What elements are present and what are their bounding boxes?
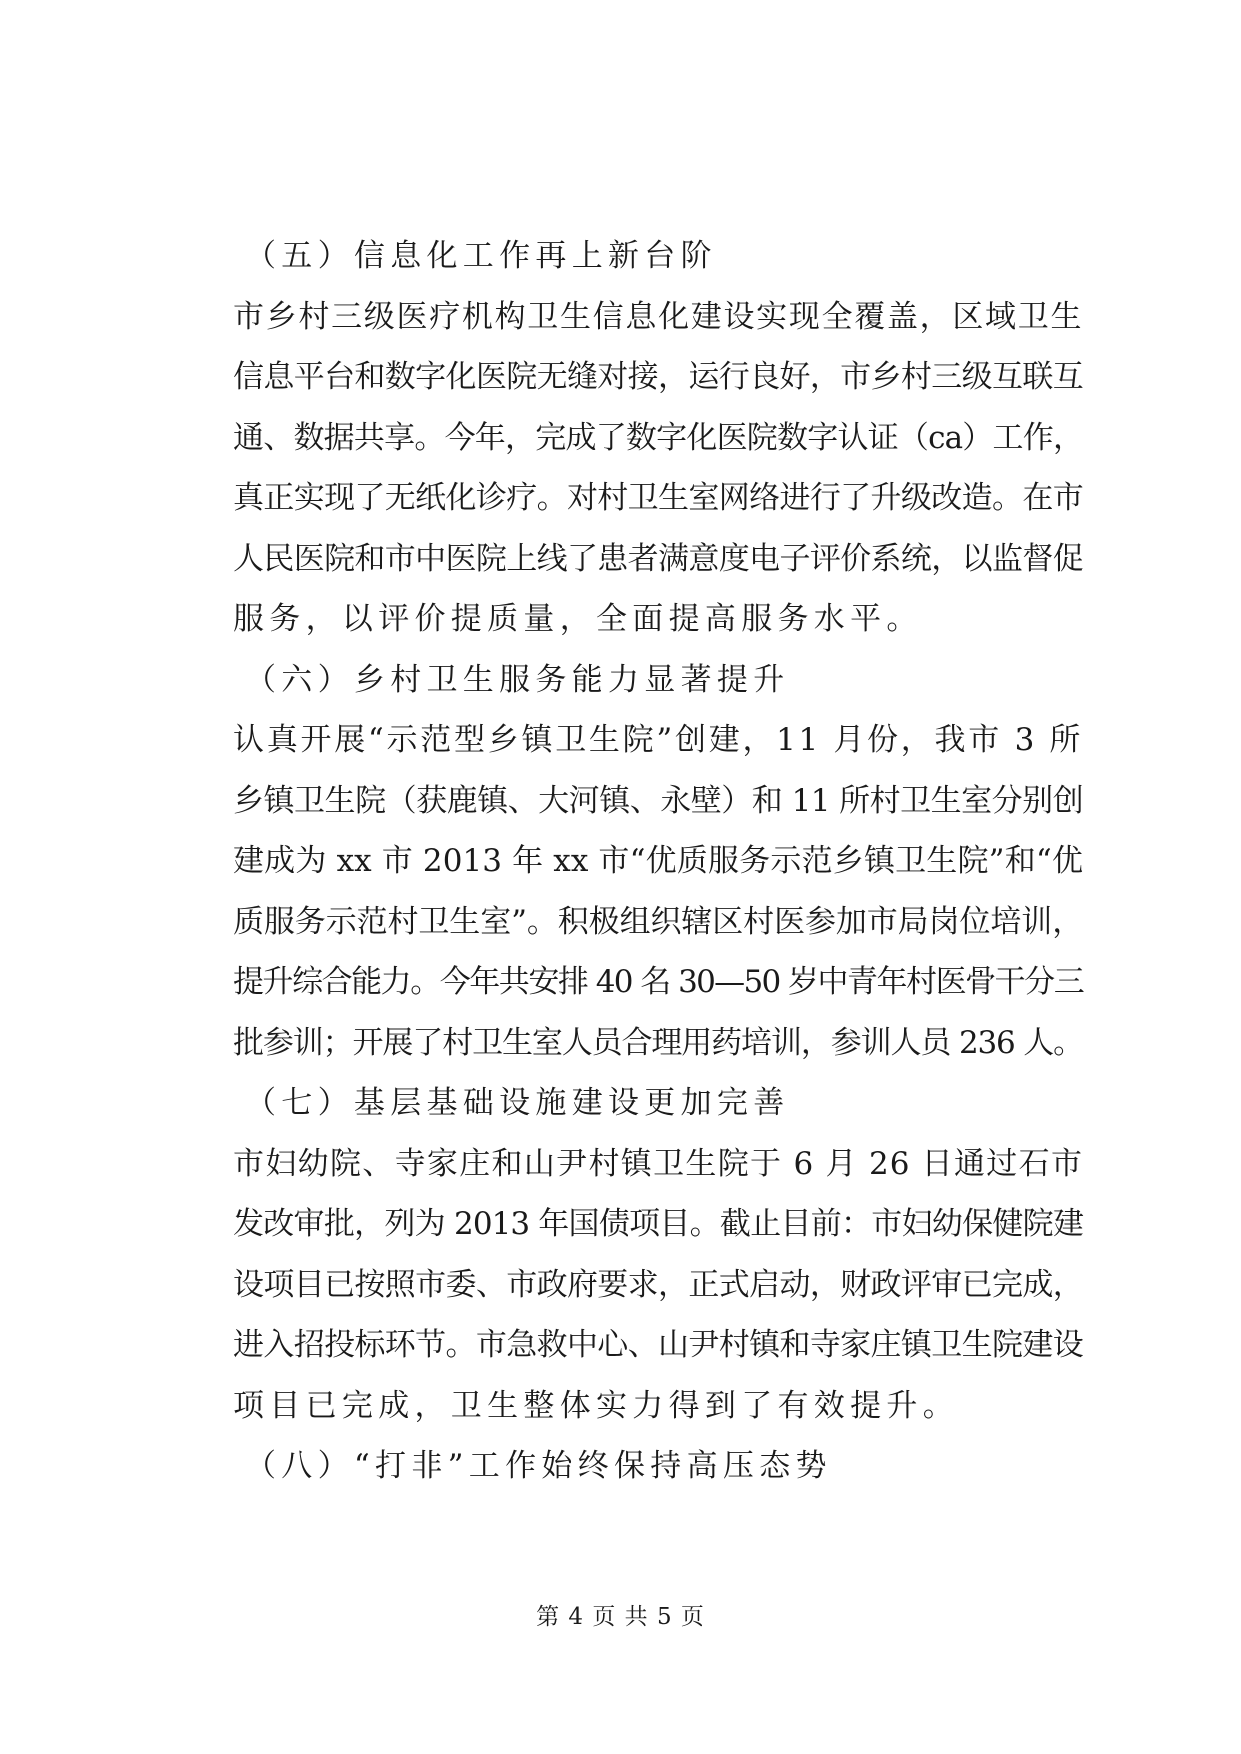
paragraph-line: 人民医院和市中医院上线了患者满意度电子评价系统，以监督促 (233, 540, 1083, 577)
paragraph-line: 信息平台和数字化医院无缝对接，运行良好，市乡村三级互联互 (233, 359, 1083, 395)
paragraph-line: 质服务示范村卫生室”。积极组织辖区村医参加市局岗位培训， (233, 903, 1083, 940)
paragraph-line: 建成为 xx 市 2013 年 xx 市“优质服务示范乡镇卫生院”和“优 (233, 843, 1083, 879)
paragraph-line: 乡镇卫生院（获鹿镇、大河镇、永壁）和 11 所村卫生室分别创 (233, 782, 1083, 819)
paragraph-line: 认真开展“示范型乡镇卫生院”创建，11 月份，我市 3 所 (233, 722, 1083, 758)
paragraph-line: 进入招投标环节。市急救中心、山尹村镇和寺家庄镇卫生院建设 (233, 1327, 1083, 1363)
section-heading-8: （八）“打非”工作始终保持高压态势 (245, 1448, 832, 1484)
paragraph-line: 市妇幼院、寺家庄和山尹村镇卫生院于 6 月 26 日通过石市 (233, 1145, 1083, 1182)
paragraph-line: 市乡村三级医疗机构卫生信息化建设实现全覆盖，区域卫生 (233, 298, 1083, 335)
paragraph-line: 提升综合能力。今年共安排 40 名 30—50 岁中青年村医骨干分三 (233, 964, 1083, 1000)
section-heading-7: （七）基层基础设施建设更加完善 (245, 1085, 790, 1121)
paragraph-line: 发改审批，列为 2013 年国债项目。截止目前：市妇幼保健院建 (233, 1206, 1083, 1242)
page-number-footer: 第 4 页 共 5 页 (536, 1604, 705, 1630)
paragraph-line: 批参训；开展了村卫生室人员合理用药培训，参训人员 236 人。 (233, 1024, 1083, 1061)
document-body (233, 226, 1083, 1497)
paragraph-line: 通、数据共享。今年，完成了数字化医院数字认证（ca）工作， (233, 419, 1083, 456)
paragraph-line: 服务，以评价提质量，全面提高服务水平。 (233, 601, 923, 637)
paragraph-line: 设项目已按照市委、市政府要求，正式启动，财政评审已完成， (233, 1266, 1083, 1303)
paragraph-line: 真正实现了无纸化诊疗。对村卫生室网络进行了升级改造。在市 (233, 480, 1083, 516)
paragraph-line: 项目已完成，卫生整体实力得到了有效提升。 (233, 1387, 959, 1424)
section-heading-6: （六）乡村卫生服务能力显著提升 (245, 661, 790, 698)
section-heading-5: （五）信息化工作再上新台阶 (245, 238, 717, 274)
